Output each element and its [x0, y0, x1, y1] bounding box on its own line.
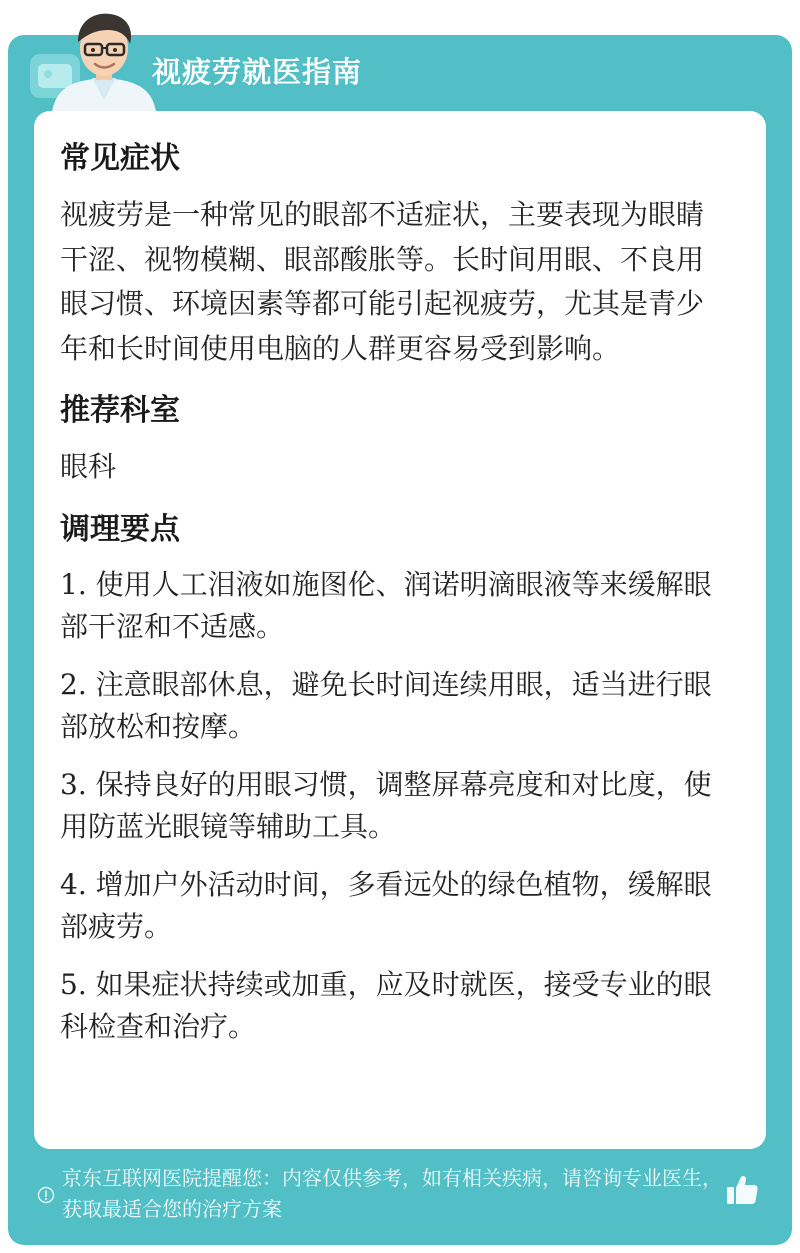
- care-list-item: [60, 864, 730, 948]
- care-item-number: 3.: [60, 767, 87, 801]
- care-item-text: 如果症状持续或加重，应及时就医，接受专业的眼科检查和治疗。: [60, 967, 712, 1043]
- care-item-number: 4.: [60, 867, 87, 901]
- care-list: [60, 564, 730, 1048]
- section-heading-care: 调理要点: [60, 511, 180, 547]
- card-content: [60, 131, 730, 1064]
- care-list-item: [60, 764, 730, 848]
- section-text-symptoms: 视疲劳是一种常见的眼部不适症状，主要表现为眼睛干涩、视物模糊、眼部酸胀等。长时间用眼、不良用眼习惯、环境因素等都可能引起视疲劳，尤其是青少年和长时间使用电脑的人群更容易受到影响。: [60, 198, 705, 365]
- page-title: 视疲劳就医指南: [152, 55, 363, 89]
- section-heading-department: 推荐科室: [60, 393, 180, 428]
- care-list-item: [60, 564, 730, 648]
- care-item-text: 注意眼部休息，避免长时间连续用眼，适当进行眼部放松和按摩。: [60, 667, 712, 743]
- care-list-item: [60, 964, 730, 1048]
- thumbs-up-icon[interactable]: [724, 1172, 760, 1208]
- care-item-number: 2.: [60, 667, 87, 701]
- section-heading-symptoms: 常见症状: [60, 141, 180, 176]
- care-item-text: 使用人工泪液如施图伦、润诺明滴眼液等来缓解眼部干涩和不适感。: [60, 567, 712, 643]
- section-department: [60, 383, 730, 490]
- care-list-item: [60, 664, 730, 748]
- section-care: [60, 502, 730, 1048]
- section-symptoms: [60, 131, 730, 371]
- info-icon: [37, 1186, 55, 1204]
- care-item-number: 1.: [60, 567, 87, 601]
- disclaimer-text: 京东互联网医院提醒您：内容仅供参考，如有相关疾病，请咨询专业医生，获取最适合您的治疗方案: [62, 1166, 722, 1221]
- doctor-avatar-icon: [48, 8, 160, 112]
- care-item-text: 增加户外活动时间，多看远处的绿色植物，缓解眼部疲劳。: [60, 867, 712, 943]
- care-item-number: 5.: [60, 967, 87, 1001]
- section-text-department: 眼科: [60, 450, 117, 483]
- care-item-text: 保持良好的用眼习惯，调整屏幕亮度和对比度，使用防蓝光眼镜等辅助工具。: [60, 767, 712, 843]
- content-card: [34, 111, 766, 1149]
